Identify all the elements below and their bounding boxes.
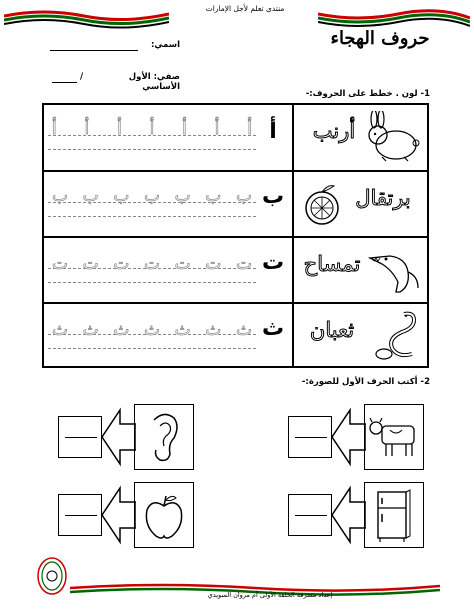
apple-picture xyxy=(142,492,186,542)
guide-line xyxy=(48,216,256,218)
grade-label: صفي: الأول الأساسي xyxy=(128,72,180,92)
trace-letter: ث xyxy=(205,320,222,340)
crocodile-picture xyxy=(366,248,422,296)
rabbit-picture xyxy=(364,111,420,165)
trace-letter: ث xyxy=(113,320,130,340)
trace-letter: ب xyxy=(113,186,130,206)
ear-picture xyxy=(146,410,182,464)
big-letter: ب xyxy=(261,184,285,209)
trace-letter: أ xyxy=(52,119,57,139)
trace-letter: أ xyxy=(117,119,122,139)
letter-row-ta xyxy=(44,236,427,303)
answer-box[interactable] xyxy=(288,416,332,458)
word-outline[interactable]: ثعبان xyxy=(309,318,355,342)
answer-line xyxy=(295,437,327,438)
row-divider xyxy=(292,304,294,368)
trace-letter: ب xyxy=(52,186,69,206)
answer-box[interactable] xyxy=(58,494,102,536)
trace-letter: أ xyxy=(149,119,155,139)
trace-letter: ث xyxy=(174,320,191,340)
name-field[interactable] xyxy=(50,50,138,51)
answer-box[interactable] xyxy=(58,416,102,458)
arrow-left-shape xyxy=(100,482,136,548)
trace-letter: ب xyxy=(82,186,99,206)
word-outline[interactable]: تمساح xyxy=(303,252,361,276)
trace-letter: ت xyxy=(82,254,99,274)
letter-row-alef xyxy=(44,105,427,170)
guide-line xyxy=(48,348,256,350)
trace-letter: ث xyxy=(82,320,99,340)
footer-credit: إعداد مشرفة الحلقة الأولى أم مروان السويدي xyxy=(207,591,333,599)
cow-picture xyxy=(368,416,420,460)
arrow-left-shape xyxy=(330,404,366,470)
trace-letter: ت xyxy=(113,254,130,274)
arrow-left-shape xyxy=(100,404,136,470)
row-divider xyxy=(292,105,294,170)
guide-line xyxy=(48,282,256,284)
trace-letters[interactable] xyxy=(52,186,252,206)
letters-grid xyxy=(42,103,429,368)
word-outline[interactable]: برتقال xyxy=(355,186,411,210)
page-title: حروف الهجاء xyxy=(330,28,430,49)
answer-line xyxy=(295,515,327,516)
trace-letters[interactable] xyxy=(52,254,252,274)
trace-letter: ث xyxy=(143,320,160,340)
answer-line xyxy=(65,515,97,516)
trace-letters[interactable] xyxy=(52,119,252,139)
question-1-label: 1- لون . خطط على الحروف:- xyxy=(305,89,430,99)
trace-letter: ت xyxy=(205,254,222,274)
big-letter: ث xyxy=(261,316,285,341)
letter-row-ba xyxy=(44,170,427,237)
site-name: منتدى تعلم لأجل الإمارات xyxy=(205,4,285,13)
flag-ribbon-left xyxy=(4,6,169,34)
name-label: اسمي: xyxy=(151,40,180,50)
trace-letter: ث xyxy=(235,320,252,340)
trace-letter: ت xyxy=(143,254,160,274)
letter-row-tha xyxy=(44,302,427,368)
trace-letter: ب xyxy=(235,186,252,206)
trace-letter: ت xyxy=(174,254,191,274)
trace-letter: ت xyxy=(52,254,69,274)
question-2-label: 2- أكتب الحرف الأول للصورة:- xyxy=(301,377,430,387)
row-divider xyxy=(292,172,294,237)
trace-letter: ث xyxy=(52,320,69,340)
guide-line xyxy=(48,149,256,151)
trace-letter: أ xyxy=(214,119,220,139)
big-letter: ت xyxy=(261,250,285,275)
school-logo xyxy=(36,556,68,596)
fridge-picture xyxy=(372,488,412,544)
answer-line xyxy=(65,437,97,438)
word-outline[interactable]: أرنب xyxy=(312,119,356,143)
trace-letter: أ xyxy=(247,119,252,139)
grade-slash: / xyxy=(80,72,84,82)
answer-box[interactable] xyxy=(288,494,332,536)
orange-picture xyxy=(302,180,342,230)
trace-letters[interactable] xyxy=(52,320,252,340)
trace-letter: ت xyxy=(235,254,252,274)
trace-letter: أ xyxy=(84,119,90,139)
trace-letter: أ xyxy=(182,119,187,139)
trace-letter: ب xyxy=(143,186,160,206)
grade-field[interactable] xyxy=(52,82,77,83)
snake-picture xyxy=(374,308,424,364)
big-letter: أ xyxy=(269,119,277,144)
arrow-left-shape xyxy=(330,482,366,548)
trace-letter: ب xyxy=(174,186,191,206)
row-divider xyxy=(292,238,294,303)
trace-letter: ب xyxy=(205,186,222,206)
